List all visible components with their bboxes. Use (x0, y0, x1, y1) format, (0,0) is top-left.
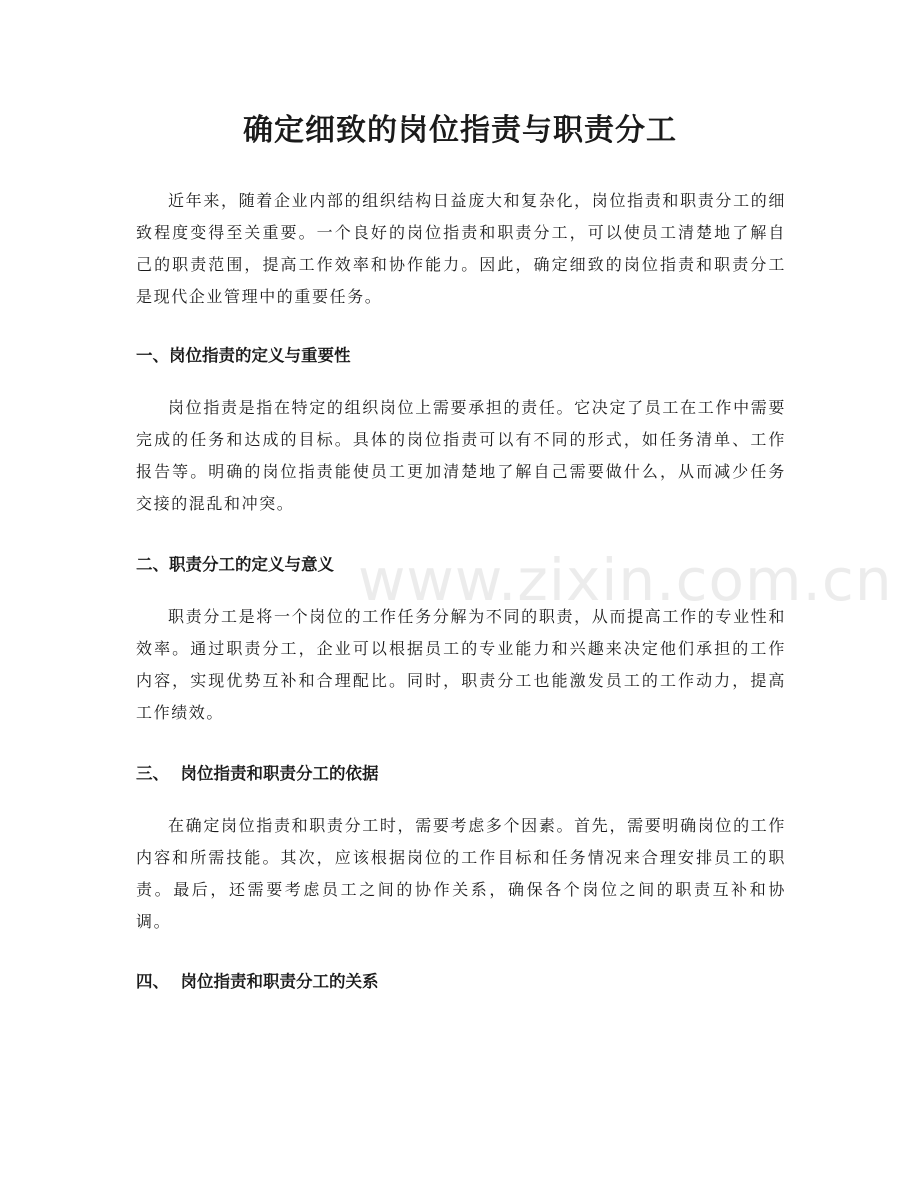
intro-paragraph: 近年来，随着企业内部的组织结构日益庞大和复杂化，岗位指责和职责分工的细致程度变得至关重要。一个良好的岗位指责和职责分工，可以使员工清楚地了解自己的职责范围，提高工作效率和协作能力。因此，确定细致的岗位指责和职责分工是现代企业管理中的重要任务。 (136, 191, 786, 306)
watermark: www.zixin.com.cn (358, 546, 893, 614)
section-3-body: 在确定岗位指责和职责分工时，需要考虑多个因素。首先，需要明确岗位的工作内容和所需技能。其次，应该根据岗位的工作目标和任务情况来合理安排员工的职责。最后，还需要考虑员工之间的协作关系，确保各个岗位之间的职责互补和协调。 (136, 816, 786, 931)
section-1-heading: 一、岗位指责的定义与重要性 (136, 346, 351, 365)
section-1-body: 岗位指责是指在特定的组织岗位上需要承担的责任。它决定了员工在工作中需要完成的任务和达成的目标。具体的岗位指责可以有不同的形式，如任务清单、工作报告等。明确的岗位指责能使员工更加清楚地了解自己需要做什么，从而减少任务交接的混乱和冲突。 (136, 398, 786, 513)
section-4-heading: 四、 岗位指责和职责分工的关系 (136, 972, 379, 991)
document-title: 确定细致的岗位指责与职责分工 (243, 113, 677, 148)
section-2-heading: 二、职责分工的定义与意义 (136, 555, 334, 574)
section-3-heading: 三、 岗位指责和职责分工的依据 (136, 764, 379, 783)
section-2-body: 职责分工是将一个岗位的工作任务分解为不同的职责，从而提高工作的专业性和效率。通过职责分工，企业可以根据员工的专业能力和兴趣来决定他们承担的工作内容，实现优势互补和合理配比。同时，职责分工也能激发员工的工作动力，提高工作绩效。 (136, 607, 786, 722)
